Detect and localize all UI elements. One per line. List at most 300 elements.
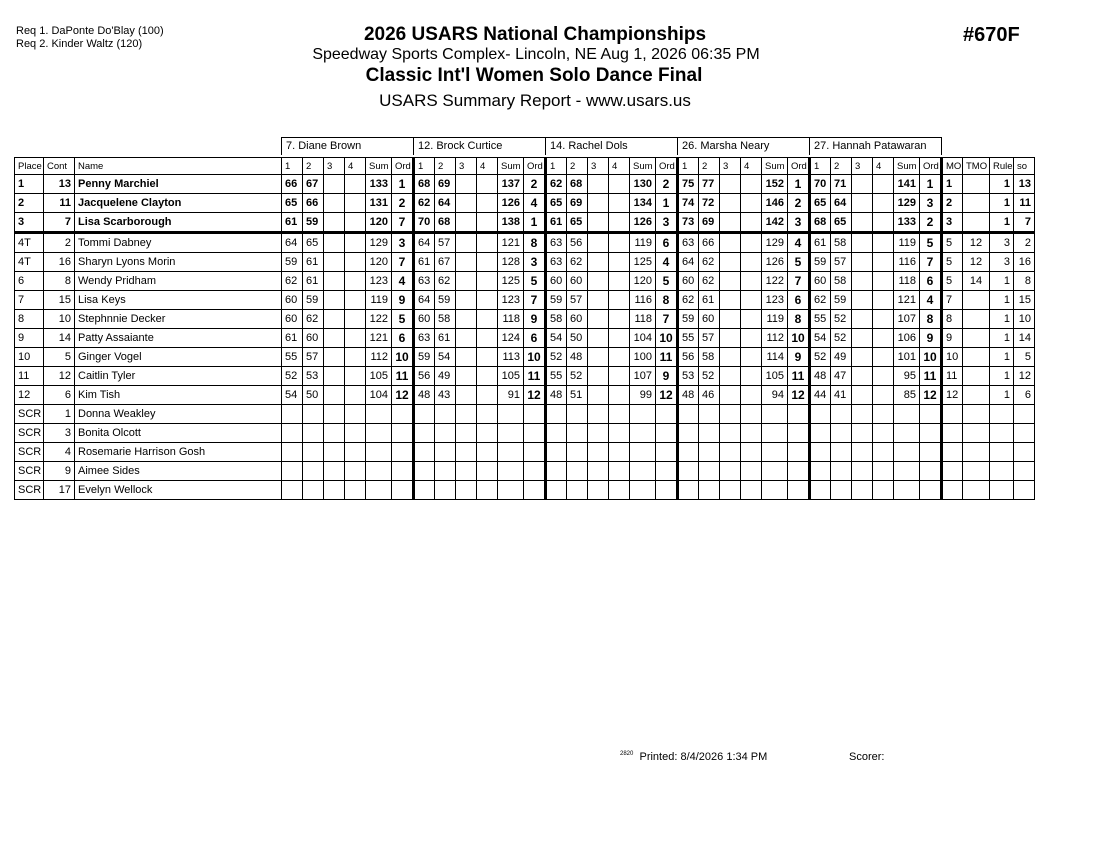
score-3 [588,175,609,194]
ordinal: 7 [788,272,810,291]
score-4 [609,348,630,367]
col-header-score: 1 [414,158,435,175]
score-4 [609,253,630,272]
score-1 [678,443,699,462]
ordinal: 7 [656,310,678,329]
score-2: 57 [435,233,456,253]
score-sum: 121 [366,329,392,348]
score-1: 56 [678,348,699,367]
ordinal: 9 [524,310,546,329]
mo-cell [942,405,963,424]
mo-cell: 9 [942,329,963,348]
contestant-number: 3 [44,424,75,443]
score-1 [810,481,831,500]
score-sum: 119 [762,310,788,329]
score-1: 64 [678,253,699,272]
score-3 [852,213,873,233]
score-4 [741,253,762,272]
score-3 [720,329,741,348]
tmo-cell: 12 [963,253,990,272]
ordinal [920,443,942,462]
score-2: 66 [699,233,720,253]
table-row [15,348,1035,367]
score-1: 55 [282,348,303,367]
rule-cell: 1 [990,310,1014,329]
ordinal: 12 [392,386,414,405]
score-sum [630,443,656,462]
so-cell: 7 [1014,213,1035,233]
score-4 [609,291,630,310]
score-4 [873,213,894,233]
score-3 [852,291,873,310]
score-2: 52 [567,367,588,386]
ordinal [392,462,414,481]
score-4 [345,348,366,367]
score-sum: 106 [894,329,920,348]
mo-cell: 5 [942,272,963,291]
score-2: 43 [435,386,456,405]
score-4 [609,367,630,386]
score-sum [894,405,920,424]
col-header-sum: Sum [630,158,656,175]
score-2: 54 [435,348,456,367]
ordinal [524,481,546,500]
score-sum: 120 [366,213,392,233]
score-sum [762,462,788,481]
score-1: 62 [282,272,303,291]
footer-code: 2820 [620,751,634,757]
tmo-cell [963,386,990,405]
event-number: #670F [963,24,1020,46]
score-4 [873,481,894,500]
table-row [15,233,1035,253]
score-sum: 138 [498,213,524,233]
score-1: 64 [414,291,435,310]
ordinal: 2 [392,194,414,213]
skater-name: Penny Marchiel [75,175,282,194]
place-cell: 3 [15,213,44,233]
score-3 [456,175,477,194]
score-2 [831,405,852,424]
score-sum: 112 [366,348,392,367]
score-2: 61 [699,291,720,310]
col-header-place: Place [15,158,44,175]
score-4 [477,213,498,233]
score-sum: 101 [894,348,920,367]
score-3 [324,291,345,310]
score-4 [477,367,498,386]
col-header-cont: Cont [44,158,75,175]
score-4 [609,233,630,253]
place-cell: 11 [15,367,44,386]
score-3 [324,367,345,386]
col-header-score: 2 [435,158,456,175]
score-4 [609,481,630,500]
score-sum: 119 [366,291,392,310]
ordinal: 5 [392,310,414,329]
score-4 [873,348,894,367]
ordinal: 6 [656,233,678,253]
score-1: 63 [414,329,435,348]
score-2: 61 [303,272,324,291]
score-4 [345,175,366,194]
place-cell: 12 [15,386,44,405]
score-4 [477,329,498,348]
skater-name: Donna Weakley [75,405,282,424]
score-4 [741,175,762,194]
col-header-score: 2 [831,158,852,175]
score-3 [720,367,741,386]
column-header-row [15,158,1035,175]
ordinal: 11 [788,367,810,386]
score-3 [456,272,477,291]
ordinal: 3 [524,253,546,272]
score-4 [873,233,894,253]
tmo-cell [963,462,990,481]
score-2: 57 [303,348,324,367]
score-2: 50 [567,329,588,348]
score-1: 70 [810,175,831,194]
score-4 [477,175,498,194]
ordinal: 2 [920,213,942,233]
tmo-cell [963,213,990,233]
score-3 [324,405,345,424]
ordinal [392,481,414,500]
place-cell: SCR [15,443,44,462]
score-sum [630,481,656,500]
score-3 [588,272,609,291]
score-2: 61 [435,329,456,348]
score-2 [699,481,720,500]
score-sum [630,405,656,424]
judge-name: 27. Hannah Patawaran [809,137,942,155]
score-1: 48 [414,386,435,405]
col-header-score: 2 [303,158,324,175]
report-title: USARS Summary Report - www.usars.us [379,91,691,110]
score-1: 63 [414,272,435,291]
score-4 [345,233,366,253]
score-4 [741,462,762,481]
score-2: 52 [831,329,852,348]
table-row [15,291,1035,310]
score-1 [282,462,303,481]
score-3 [720,348,741,367]
score-sum: 128 [498,253,524,272]
score-1: 48 [678,386,699,405]
mo-cell: 11 [942,367,963,386]
score-sum: 119 [630,233,656,253]
score-2: 77 [699,175,720,194]
score-1: 54 [282,386,303,405]
ordinal: 7 [392,213,414,233]
table-row [15,253,1035,272]
score-1: 52 [282,367,303,386]
contestant-number: 14 [44,329,75,348]
rule-cell: 1 [990,272,1014,291]
score-4 [345,481,366,500]
score-3 [324,310,345,329]
ordinal: 8 [788,310,810,329]
score-2 [831,481,852,500]
so-cell: 11 [1014,194,1035,213]
score-3 [456,310,477,329]
ordinal: 1 [392,175,414,194]
score-3 [852,329,873,348]
score-4 [345,253,366,272]
score-2: 52 [831,310,852,329]
score-2: 58 [699,348,720,367]
score-2 [699,405,720,424]
ordinal: 6 [392,329,414,348]
skater-name: Kim Tish [75,386,282,405]
score-1: 59 [414,348,435,367]
mo-cell: 5 [942,253,963,272]
score-3 [720,462,741,481]
score-2 [567,462,588,481]
score-2: 65 [831,213,852,233]
score-1 [810,405,831,424]
judge-name: 12. Brock Curtice [413,137,546,155]
score-2: 46 [699,386,720,405]
ordinal: 5 [524,272,546,291]
score-4 [345,405,366,424]
score-2: 57 [699,329,720,348]
ordinal: 9 [788,348,810,367]
tmo-cell: 14 [963,272,990,291]
table-row [15,213,1035,233]
score-4 [873,291,894,310]
score-2 [831,462,852,481]
score-2 [831,424,852,443]
so-cell [1014,405,1035,424]
skater-name: Patty Assaiante [75,329,282,348]
score-sum: 120 [366,253,392,272]
score-2: 59 [831,291,852,310]
col-header-ord: Ord [524,158,546,175]
col-header-ord: Ord [392,158,414,175]
score-3 [720,310,741,329]
score-3 [588,386,609,405]
score-4 [609,329,630,348]
score-2 [303,443,324,462]
score-4 [873,443,894,462]
ordinal [524,405,546,424]
score-3 [588,194,609,213]
score-1: 62 [678,291,699,310]
score-sum: 107 [630,367,656,386]
score-3 [324,462,345,481]
score-1: 60 [414,310,435,329]
score-1 [546,462,567,481]
score-sum: 114 [762,348,788,367]
score-sum: 125 [498,272,524,291]
score-sum: 100 [630,348,656,367]
score-sum: 123 [366,272,392,291]
score-sum [498,443,524,462]
score-3 [588,233,609,253]
score-4 [741,194,762,213]
score-4 [741,291,762,310]
col-header-sum: Sum [498,158,524,175]
score-3 [456,481,477,500]
score-4 [477,424,498,443]
skater-name: Rosemarie Harrison Gosh [75,443,282,462]
skater-name: Caitlin Tyler [75,367,282,386]
score-4 [873,175,894,194]
score-sum: 137 [498,175,524,194]
score-sum: 91 [498,386,524,405]
rule-cell: 1 [990,329,1014,348]
score-1 [414,481,435,500]
score-3 [720,272,741,291]
mo-cell: 12 [942,386,963,405]
ordinal: 5 [920,233,942,253]
score-1: 66 [282,175,303,194]
score-4 [609,175,630,194]
score-2 [435,424,456,443]
score-3 [456,253,477,272]
score-4 [873,329,894,348]
tmo-cell [963,367,990,386]
table-row [15,386,1035,405]
col-header-score: 1 [546,158,567,175]
score-2: 68 [435,213,456,233]
score-2: 48 [567,348,588,367]
ordinal: 9 [920,329,942,348]
score-1 [678,424,699,443]
ordinal [788,443,810,462]
rule-cell: 1 [990,213,1014,233]
score-1: 54 [546,329,567,348]
score-4 [609,424,630,443]
score-sum: 104 [366,386,392,405]
table-row [15,405,1035,424]
score-2: 41 [831,386,852,405]
score-1: 64 [414,233,435,253]
score-4 [609,443,630,462]
ordinal: 7 [524,291,546,310]
ordinal: 8 [524,233,546,253]
score-4 [741,213,762,233]
score-2: 47 [831,367,852,386]
score-3 [588,291,609,310]
score-3 [720,175,741,194]
score-1: 64 [282,233,303,253]
score-sum [498,424,524,443]
score-3 [852,386,873,405]
score-sum: 122 [762,272,788,291]
score-2: 62 [699,272,720,291]
col-header-score: 1 [282,158,303,175]
score-sum [366,443,392,462]
score-1: 61 [282,213,303,233]
score-3 [324,213,345,233]
skater-name: Lisa Scarborough [75,213,282,233]
score-sum: 105 [498,367,524,386]
so-cell [1014,443,1035,462]
score-2: 61 [303,253,324,272]
score-3 [720,194,741,213]
score-1 [414,424,435,443]
score-2 [699,443,720,462]
score-sum [762,443,788,462]
col-header-so: so [1014,158,1035,175]
table-row [15,443,1035,462]
ordinal: 8 [920,310,942,329]
score-sum: 133 [366,175,392,194]
score-4 [477,272,498,291]
judge-name: 26. Marsha Neary [677,137,810,155]
rule-cell [990,481,1014,500]
ordinal: 2 [524,175,546,194]
ordinal [788,405,810,424]
tmo-cell [963,348,990,367]
ordinal [656,462,678,481]
score-1: 48 [810,367,831,386]
contestant-number: 17 [44,481,75,500]
place-cell: 4T [15,253,44,272]
score-4 [345,291,366,310]
score-4 [477,405,498,424]
table-row [15,481,1035,500]
score-2: 64 [831,194,852,213]
score-1: 65 [810,194,831,213]
score-1: 52 [810,348,831,367]
ordinal [788,424,810,443]
score-1: 62 [546,175,567,194]
score-2: 60 [567,272,588,291]
contestant-number: 5 [44,348,75,367]
score-3 [852,272,873,291]
score-sum: 99 [630,386,656,405]
col-header-rule: Rule [990,158,1014,175]
score-4 [345,213,366,233]
score-2 [435,481,456,500]
score-sum: 133 [894,213,920,233]
place-cell: 10 [15,348,44,367]
score-2: 65 [567,213,588,233]
score-2: 67 [303,175,324,194]
ordinal: 12 [788,386,810,405]
score-sum: 121 [894,291,920,310]
score-3 [324,386,345,405]
score-1: 52 [546,348,567,367]
col-header-score: 3 [720,158,741,175]
tmo-cell [963,443,990,462]
score-1: 59 [546,291,567,310]
ordinal: 3 [392,233,414,253]
score-3 [720,443,741,462]
score-2: 57 [831,253,852,272]
rule-cell: 1 [990,194,1014,213]
ordinal: 12 [920,386,942,405]
so-cell [1014,462,1035,481]
place-cell: SCR [15,405,44,424]
so-cell: 2 [1014,233,1035,253]
score-sum: 152 [762,175,788,194]
score-3 [720,291,741,310]
score-2: 66 [303,194,324,213]
score-2: 52 [699,367,720,386]
ordinal: 1 [920,175,942,194]
score-4 [345,272,366,291]
score-4 [741,405,762,424]
score-3 [324,194,345,213]
col-header-score: 4 [873,158,894,175]
so-cell: 15 [1014,291,1035,310]
score-3 [456,424,477,443]
score-2 [699,424,720,443]
